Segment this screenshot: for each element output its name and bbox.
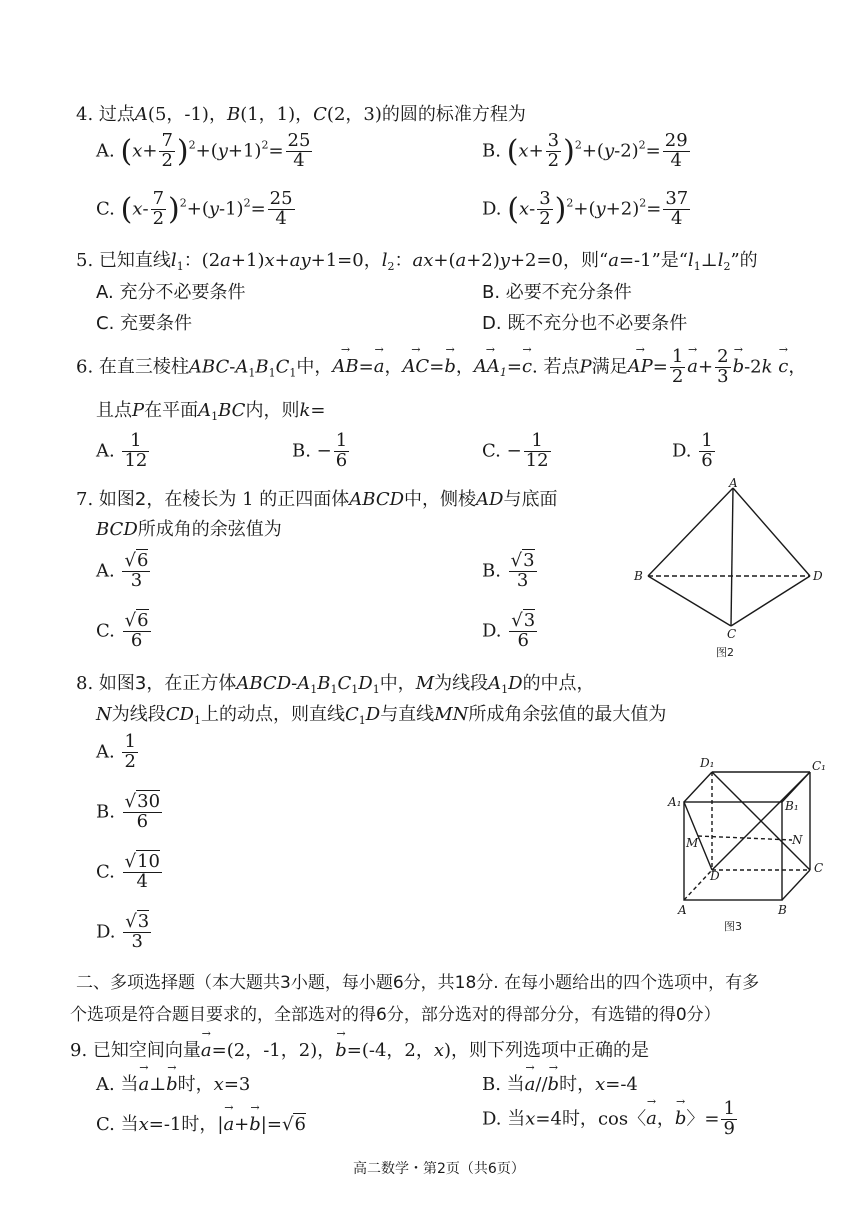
svg-text:M: M <box>686 836 699 850</box>
q4-option-d: D. (x- $\frac{3}{2}$ )$^2+(y+2)^2=$ $\frac{37}{4}$ <box>482 188 689 229</box>
svg-text:B: B <box>778 903 787 917</box>
q5-option-c: C. 充要条件 <box>96 313 193 334</box>
q9-number: 9. <box>70 1040 88 1061</box>
q6-stem-line2: 且点P在平面$A_1BC$内，则k= <box>96 400 326 423</box>
q6-option-d: D. $\frac{1}{6}$ <box>672 430 713 471</box>
q5-option-d: D. 既不充分也不必要条件 <box>482 313 688 334</box>
q4-number: 4. <box>76 104 94 125</box>
svg-text:A₁: A₁ <box>668 795 682 809</box>
figure-2-caption: 图2 <box>716 646 734 659</box>
q9-option-c: C. 当x=-1时，|→ a+→ b|=√6 <box>96 1110 306 1136</box>
q4-option-c: C. (x- $\frac{7}{2}$ )$^2+(y-1)^2=$ $\frac{25}{4}$ <box>96 188 293 229</box>
q7-option-a: A. $\frac{√6}{3}$ <box>96 550 149 591</box>
q9-option-b: B. 当→ a//→ b时，x=-4 <box>482 1070 638 1096</box>
svg-text:D: D <box>813 569 823 583</box>
q7-number: 7. <box>76 489 94 510</box>
q5-option-b: B. 必要不充分条件 <box>482 282 632 303</box>
svg-text:D₁: D₁ <box>700 756 715 770</box>
q7-option-c: C. $\frac{√6}{6}$ <box>96 610 149 651</box>
svg-text:C: C <box>727 627 737 641</box>
svg-text:N: N <box>792 833 803 847</box>
svg-text:A: A <box>678 903 687 917</box>
q5-number: 5. <box>76 250 94 271</box>
q5-option-a: A. 充分不必要条件 <box>96 282 246 303</box>
q9-stem: 9. 已知空间向量→ a=(2，-1，2)，→ b=(-4，2，x)，则下列选项中正确的是 <box>70 1036 649 1062</box>
figure-2-tetrahedron <box>628 478 828 668</box>
figure-3-caption: 图3 <box>724 920 742 933</box>
figure-3-cube <box>662 752 832 942</box>
q9-option-a: A. 当→ a⊥→ b时，x=3 <box>96 1070 250 1096</box>
svg-text:B₁: B₁ <box>785 799 799 813</box>
svg-text:B: B <box>634 569 643 583</box>
svg-text:A: A <box>729 478 738 490</box>
q6-option-b: B. − $\frac{1}{6}$ <box>292 430 348 471</box>
q8-option-c: C. $\frac{√10}{4}$ <box>96 851 160 892</box>
q5-stem: 5. 已知直线$l_1$：(2a+1)x+ay+1=0，$l_2$：ax+(a+2)y+2=0，则“a=-1”是“$l_1\perp l_2$”的 <box>76 250 758 273</box>
q4-stem: 4. 过点A(5，-1)，B(1，1)，C(2，3)的圆的标准方程为 <box>76 104 526 125</box>
q8-stem-line1: 8. 如图3，在正方体ABCD-$A_1B_1C_1D_1$中，M为线段$A_1D$的中点， <box>76 673 595 696</box>
svg-text:C: C <box>814 861 824 875</box>
q9-option-d: D. 当x=4时，cos〈→ a，→ b〉= $\frac{1}{9}$ <box>482 1100 739 1139</box>
q8-option-a: A. $\frac{1}{2}$ <box>96 731 136 772</box>
svg-text:C₁: C₁ <box>812 759 826 773</box>
q7-option-d: D. $\frac{√3}{6}$ <box>482 610 536 651</box>
section-2-line2: 个选项是符合题目要求的，全部选对的得6分，部分选对的得部分分，有选错的得0分） <box>70 1005 721 1025</box>
q8-stem-line2: N为线段$CD_1$上的动点，则直线$C_1D$与直线MN所成角余弦值的最大值为 <box>96 704 667 727</box>
q4-option-a: A. (x+ $\frac{7}{2}$ )$^2+(y+1)^2=$ $\frac{25}{4}$ <box>96 130 311 171</box>
q8-option-d: D. $\frac{√3}{3}$ <box>96 911 150 952</box>
q6-stem-line1: 6. 在直三棱柱ABC-$A_1B_1C_1$中，→ AB=→ a，→ AC=→ b，→ $AA_1=\to c$. 若点P满足→ AP= $\frac{1}{2}$ → a+ $\frac{2}{3}$ → b-2k → c， <box>76 348 806 387</box>
q6-option-c: C. − $\frac{1}{12}$ <box>482 430 549 471</box>
svg-text:D: D <box>710 869 720 883</box>
q7-stem-line1: 7. 如图2，在棱长为 1 的正四面体ABCD中，侧棱AD与底面 <box>76 489 558 510</box>
q7-option-b: B. $\frac{√3}{3}$ <box>482 550 535 591</box>
q8-number: 8. <box>76 673 94 694</box>
q6-number: 6. <box>76 356 94 378</box>
q6-option-a: A. $\frac{1}{12}$ <box>96 430 148 471</box>
q7-stem-line2: BCD所成角的余弦值为 <box>96 519 282 540</box>
q8-option-b: B. $\frac{√30}{6}$ <box>96 791 161 832</box>
section-2-line1: 二、多项选择题（本大题共3小题，每小题6分，共18分. 在每小题给出的四个选项中，有多 <box>76 973 760 993</box>
page-footer: 高二数学・第2页（共6页） <box>353 1161 525 1177</box>
q4-option-b: B. (x+ $\frac{3}{2}$ )$^2+(y-2)^2=$ $\frac{29}{4}$ <box>482 130 688 171</box>
